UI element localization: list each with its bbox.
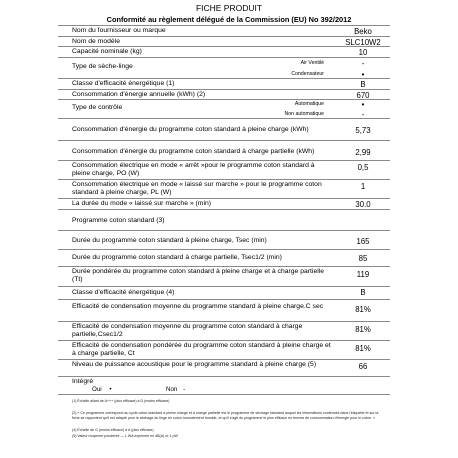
divider <box>58 394 390 395</box>
condensation-full-value: 81% <box>355 305 371 314</box>
duration-weighted-value: 119 <box>356 270 370 279</box>
model-value: SLC10W2 <box>345 38 381 47</box>
condensation-class-label: Classe d'efficacité énergétique (4) <box>72 289 175 296</box>
control-type-label: Type de contrôle <box>72 104 123 111</box>
divider <box>58 266 390 267</box>
divider <box>58 359 390 360</box>
footnote-2: (2) « Ce programme correspond au cycle coton standard à pleine charge et à charge partielle est le programme de séchage standard auquel les informations contenues dans l'étiquette et sur la fiche se rapportent qu'il est adapté pour le séchage du linge en coton normalement humide, et qu'il s'agit du programme le plus efficace en termes de consommation d'énergie pour le coton. » <box>72 411 379 420</box>
condenser-label: Condensateur <box>291 71 324 77</box>
built-in-label: Intégré <box>72 378 94 385</box>
left-on-duration-label: La durée du mode « laissé sur marche » (min) <box>72 200 212 207</box>
divider <box>58 99 390 100</box>
capacity-value: 10 <box>358 48 368 57</box>
yes-value: • <box>109 386 112 393</box>
no-label: Non <box>166 386 178 393</box>
cotton-partial-value: 2,99 <box>355 148 371 157</box>
non-automatic-label: Non automatique <box>284 111 324 117</box>
divider <box>58 340 390 341</box>
footnote-4: (5) Valeur moyenne pondérée — L WA exprimée en dB(A) re 1 pW <box>72 434 178 438</box>
duration-full-label: Durée du programme coton standard à pleine charge, Tsec (min) <box>72 237 267 244</box>
built-in-no <box>166 386 185 393</box>
divider <box>58 78 390 79</box>
condensation-weighted-label: Efficacité de condensation pondérée du programme coton standard à pleine charge et à charge partielle, Ct <box>72 342 331 358</box>
cotton-full-value: 5,73 <box>355 126 371 135</box>
divider <box>58 198 390 199</box>
supplier-value: Beko <box>354 27 372 36</box>
built-in-yes <box>92 386 112 393</box>
no-value: - <box>183 386 186 393</box>
divider <box>58 179 390 180</box>
divider <box>58 249 390 250</box>
air-vented-label: Air Ventilé <box>300 60 324 66</box>
energy-class-value: B <box>360 80 366 89</box>
duration-full-value: 165 <box>356 237 370 246</box>
automatic-value: • <box>361 100 365 109</box>
condensation-class-value: B <box>360 288 366 297</box>
divider <box>58 376 390 377</box>
left-on-mode-value: 1 <box>360 182 366 191</box>
annual-consumption-value: 670 <box>356 91 370 100</box>
divider <box>58 118 390 119</box>
divider <box>58 160 390 161</box>
divider <box>58 209 390 210</box>
automatic-label: Automatique <box>294 101 324 107</box>
noise-label: Niveau de puissance acoustique pour le programme standard à pleine charge (5) <box>72 361 317 368</box>
energy-class-label: Classe d'efficacité énergétique (1) <box>72 80 175 87</box>
footnote-1: (1) Échelle allant de A+++ (plus efficace) à D (moins efficace) <box>72 399 170 403</box>
supplier-label: Nom du fournisseur ou marque <box>72 27 166 34</box>
divider <box>58 57 390 58</box>
capacity-label: Capacité nominale (kg) <box>72 48 142 55</box>
divider <box>58 46 390 47</box>
noise-value: 66 <box>358 362 368 371</box>
divider <box>58 140 390 141</box>
page-title: FICHE PRODUIT <box>195 3 263 13</box>
divider <box>58 299 390 300</box>
off-mode-value: 0,5 <box>357 163 369 172</box>
left-on-duration-value: 30.0 <box>355 200 371 209</box>
air-vented-value: - <box>361 59 365 68</box>
off-mode-label: Consommation électrique en mode « arrêt »pour le programme coton standard à pleine charge, PO (W) <box>72 162 315 178</box>
condensation-partial-label: Efficacité de condensation moyenne du programme coton standard à charge partielle,Csec1/2 <box>72 323 303 339</box>
divider <box>58 321 390 322</box>
yes-label: Oui <box>92 386 102 393</box>
condensation-partial-value: 81% <box>355 325 371 334</box>
divider <box>58 89 390 90</box>
annual-consumption-label: Consommation d'énergie annuelle (kWh) (2) <box>72 91 206 98</box>
duration-weighted-label: Durée pondérée du programme coton standard à pleine charge et à charge partielle (Tt) <box>72 268 325 284</box>
left-on-mode-label: Consommation électrique en mode « laissé sur marche » pour le programme coton standard à pleine charge, PL (W) <box>72 181 322 197</box>
non-automatic-value: - <box>361 110 365 119</box>
condensation-weighted-value: 81% <box>355 344 371 353</box>
duration-partial-value: 85 <box>358 254 368 263</box>
cotton-partial-label: Consommation d'énergie du programme coton standard à charge partielle (kWh) <box>72 148 315 155</box>
divider <box>58 25 390 26</box>
dryer-type-label: Type de sèche-linge <box>72 63 133 70</box>
duration-partial-label: Durée du programme coton standard à charge partielle, Tsec1/2 (min) <box>72 254 282 261</box>
divider <box>58 286 390 287</box>
divider <box>58 36 390 37</box>
condensation-full-label: Efficacité de condensation moyenne du programme standard à pleine charge.C sec <box>72 303 324 310</box>
footnote-3: (4) Échelle de G (moins efficace) à A (plus efficace) <box>72 428 154 432</box>
page-subtitle: Conformité au règlement délégué de la Commission (EU) No 392/2012 <box>106 15 352 24</box>
divider <box>58 230 390 231</box>
cotton-full-label: Consommation d'énergie du programme coton standard à pleine charge (kWh) <box>72 126 309 133</box>
condenser-value: • <box>361 70 365 79</box>
model-label: Nom de modèle <box>72 38 120 45</box>
standard-program-label: Programme coton standard (3) <box>72 217 165 224</box>
